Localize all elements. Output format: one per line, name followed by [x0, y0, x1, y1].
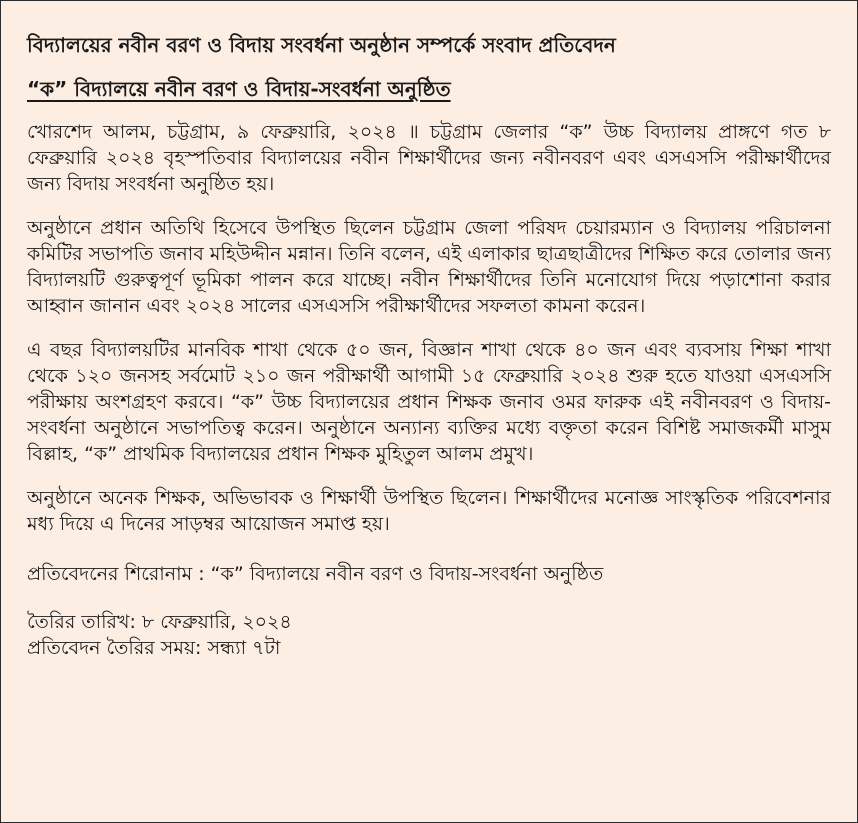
report-headline: “ক” বিদ্যালয়ে নবীন বরণ ও বিদায়-সংবর্ধনা অনুষ্ঠিত: [27, 77, 451, 101]
paragraph-intro: খোরশেদ আলম, চট্টগ্রাম, ৯ ফেব্রুয়ারি, ২০২৪ ॥ চট্টগ্রাম জেলার “ক” উচ্চ বিদ্যালয় প্রাঙ্গণে গত ৮ ফেব্রুয়ারি ২০২৪ বৃহস্পতিবার বিদ্যালয়ের নবীন শিক্ষার্থীদের জন্য নবীনবরণ এবং এসএসসি পরীক্ষার্থীদের জন্য বিদায় সংবর্ধনা অনুষ্ঠিত হয়।: [27, 121, 831, 195]
paragraph-chief-guest: অনুষ্ঠানে প্রধান অতিথি হিসেবে উপস্থিত ছিলেন চট্টগ্রাম জেলা পরিষদ চেয়ারম্যান ও বিদ্যালয় পরিচালনা কমিটির সভাপতি জনাব মহিউদ্দীন মন্নান। তিনি বলেন, এই এলাকার ছাত্রছাত্রীদের শিক্ষিত করে তোলার জন্য বিদ্যালয়টি গুরুত্বপূর্ণ ভূমিকা পালন করে যাচ্ছে। নবীন শিক্ষার্থীদের তিনি মনোযোগ দিয়ে পড়াশোনা করার আহ্বান জানান এবং ২০২৪ সালের এসএসসি পরীক্ষার্থীদের সফলতা কামনা করেন।: [27, 217, 831, 317]
report-meta: [27, 609, 831, 661]
report-date: তৈরির তারিখ: ৮ ফেব্রুয়ারি, ২০২৪: [27, 611, 292, 633]
paragraph-closing: অনুষ্ঠানে অনেক শিক্ষক, অভিভাবক ও শিক্ষার্থী উপস্থিত ছিলেন। শিক্ষার্থীদের মনোজ্ঞ সাংস্কৃতিক পরিবেশনার মধ্য দিয়ে এ দিনের সাড়ম্বর আয়োজন সমাপ্ত হয়।: [27, 487, 831, 535]
report-title-line: প্রতিবেদনের শিরোনাম : “ক” বিদ্যালয়ে নবীন বরণ ও বিদায়-সংবর্ধনা অনুষ্ঠিত: [27, 563, 604, 585]
paragraph-examinees: এ বছর বিদ্যালয়টির মানবিক শাখা থেকে ৫০ জন, বিজ্ঞান শাখা থেকে ৪০ জন এবং ব্যবসায় শিক্ষা শাখা থেকে ১২০ জনসহ সর্বমোট ২১০ জন পরীক্ষার্থী আগামী ১৫ ফেব্রুয়ারি ২০২৪ শুরু হতে যাওয়া এসএসসি পরীক্ষায় অংশগ্রহণ করবে। “ক” উচ্চ বিদ্যালয়ের প্রধান শিক্ষক জনাব ওমর ফারুক এই নবীনবরণ ও বিদায়-সংবর্ধনা অনুষ্ঠানে সভাপতিত্ব করেন। অনুষ্ঠানে অন্যান্য ব্যক্তির মধ্যে বক্তৃতা করেন বিশিষ্ট সমাজকর্মী মাসুম বিল্লাহ, “ক” প্রাথমিক বিদ্যালয়ের প্রধান শিক্ষক মুহিতুল আলম প্রমুখ।: [27, 339, 831, 465]
report-time: প্রতিবেদন তৈরির সময়: সন্ধ্যা ৭টা: [27, 637, 281, 659]
page-title: বিদ্যালয়ের নবীন বরণ ও বিদায় সংবর্ধনা অনুষ্ঠান সম্পর্কে সংবাদ প্রতিবেদন: [27, 33, 616, 57]
